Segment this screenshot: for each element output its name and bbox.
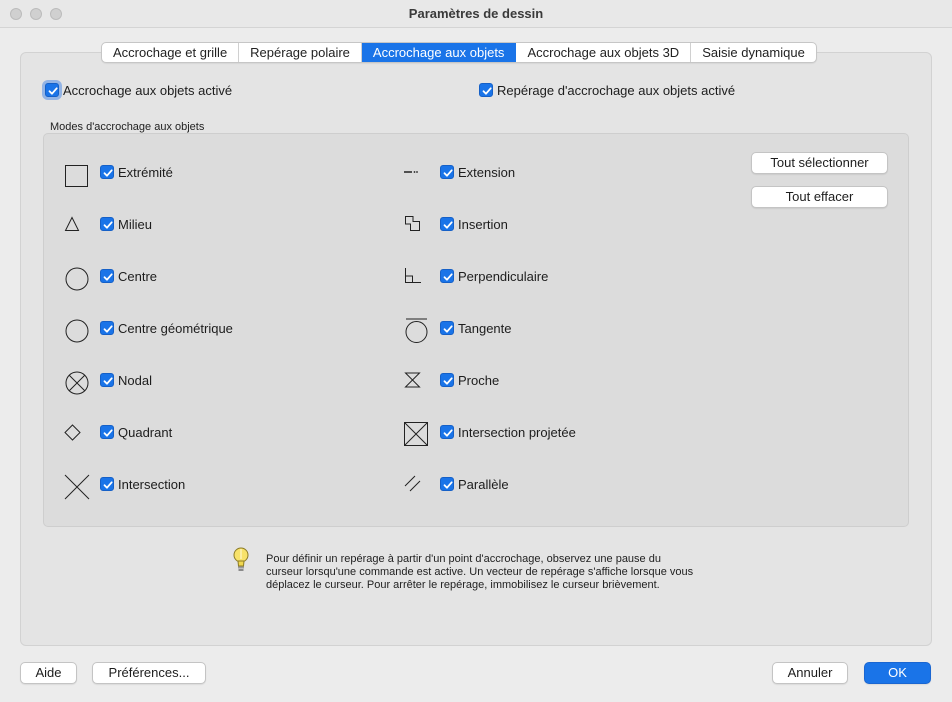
- hint-line: curseur lorsqu'une commande est active. Un vecteur de repérage s'affiche lorsque vous: [266, 566, 694, 578]
- insertion-label[interactable]: Insertion: [458, 217, 508, 232]
- title-bar: [0, 0, 952, 28]
- geometric-center-label[interactable]: Centre géométrique: [118, 321, 233, 336]
- diamond-icon: [64, 424, 81, 441]
- window-title: Paramètres de dessin: [408, 6, 544, 21]
- osnap-on-checkbox[interactable]: [45, 83, 59, 97]
- nearest-label[interactable]: Proche: [458, 373, 500, 388]
- parallel-label[interactable]: Parallèle: [458, 477, 509, 492]
- midpoint-label[interactable]: Milieu: [118, 217, 152, 232]
- parallel-icon: [404, 475, 422, 493]
- cancel-button[interactable]: Annuler: [772, 662, 848, 684]
- endpoint-label[interactable]: Extrémité: [118, 165, 173, 180]
- ok-button[interactable]: OK: [864, 662, 931, 684]
- triangle-icon: [64, 216, 80, 232]
- help-button[interactable]: Aide: [20, 662, 77, 684]
- clear-all-button[interactable]: Tout effacer: [751, 186, 888, 208]
- circle-icon: [64, 318, 90, 344]
- midpoint-checkbox[interactable]: [100, 217, 114, 231]
- square-icon: [64, 164, 90, 188]
- center-checkbox[interactable]: [100, 269, 114, 283]
- modes-group-title: Modes d'accrochage aux objets: [50, 121, 205, 133]
- intersection-checkbox[interactable]: [100, 477, 114, 491]
- tangent-icon: [404, 317, 430, 345]
- projected-intersection-icon: [403, 421, 429, 447]
- center-label[interactable]: Centre: [118, 269, 158, 284]
- extension-label[interactable]: Extension: [458, 165, 516, 180]
- tangent-label[interactable]: Tangente: [458, 321, 512, 336]
- tracking-hint: [266, 553, 766, 592]
- perpendicular-checkbox[interactable]: [440, 269, 454, 283]
- perpendicular-label[interactable]: Perpendiculaire: [458, 269, 549, 284]
- insertion-icon: [404, 215, 422, 233]
- otrack-on-label[interactable]: Repérage d'accrochage aux objets activé: [497, 83, 736, 98]
- node-icon: [64, 370, 90, 396]
- parallel-checkbox[interactable]: [440, 477, 454, 491]
- intersection-label[interactable]: Intersection: [118, 477, 186, 492]
- tangent-checkbox[interactable]: [440, 321, 454, 335]
- apparent-intersection-label[interactable]: Intersection projetée: [458, 425, 576, 440]
- endpoint-checkbox[interactable]: [100, 165, 114, 179]
- geometric-center-checkbox[interactable]: [100, 321, 114, 335]
- insertion-checkbox[interactable]: [440, 217, 454, 231]
- quadrant-label[interactable]: Quadrant: [118, 425, 173, 440]
- tab-dynamic-input[interactable]: Saisie dynamique: [702, 45, 805, 60]
- node-checkbox[interactable]: [100, 373, 114, 387]
- tab-bar: [101, 42, 817, 63]
- x-icon: [64, 474, 90, 500]
- tab-3d-object-snap[interactable]: Accrochage aux objets 3D: [516, 43, 691, 62]
- tab-object-snap[interactable]: Accrochage aux objets: [362, 43, 517, 62]
- circle-icon: [64, 266, 90, 292]
- select-all-button[interactable]: Tout sélectionner: [751, 152, 888, 174]
- node-label[interactable]: Nodal: [118, 373, 152, 388]
- nearest-checkbox[interactable]: [440, 373, 454, 387]
- tab-snap-grid[interactable]: Accrochage et grille: [102, 43, 239, 62]
- hint-line: Pour définir un repérage à partir d'un point d'accrochage, observez une pause du: [266, 553, 661, 565]
- extension-checkbox[interactable]: [440, 165, 454, 179]
- hourglass-icon: [404, 372, 421, 388]
- osnap-on-label[interactable]: Accrochage aux objets activé: [63, 83, 233, 98]
- lightbulb-icon: [232, 546, 250, 576]
- perpendicular-icon: [404, 267, 422, 285]
- extension-icon: [403, 166, 419, 178]
- tab-polar-tracking[interactable]: Repérage polaire: [239, 43, 362, 62]
- apparent-intersection-checkbox[interactable]: [440, 425, 454, 439]
- quadrant-checkbox[interactable]: [100, 425, 114, 439]
- otrack-on-checkbox[interactable]: [479, 83, 493, 97]
- preferences-button[interactable]: Préférences...: [92, 662, 206, 684]
- hint-line: déplacez le curseur. Pour arrêter le repérage, immobilisez le curseur brièvement.: [266, 579, 660, 591]
